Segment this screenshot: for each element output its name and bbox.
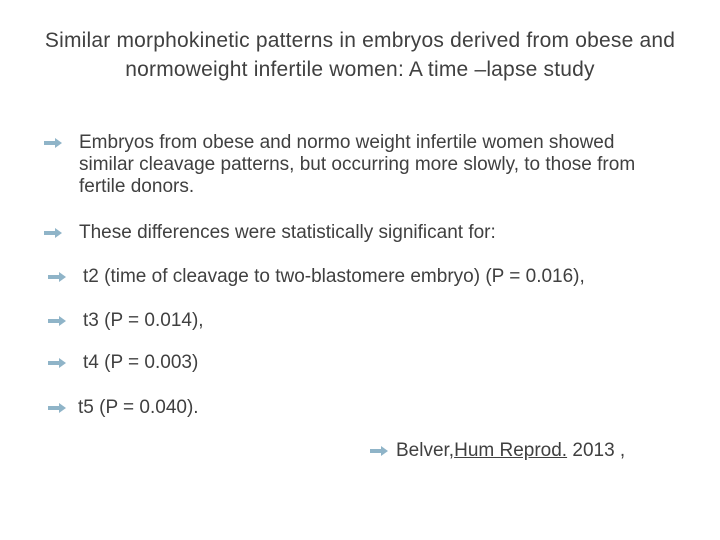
bullet-text: Embryos from obese and normo weight infertile women showed similar cleavage patterns, but occurring more slowly, to those from fertile donors. bbox=[79, 132, 636, 197]
citation-year: 2013 , bbox=[567, 440, 626, 461]
citation bbox=[370, 440, 625, 462]
citation-author: Belver, bbox=[396, 440, 455, 461]
bullet-item bbox=[48, 352, 198, 374]
bullet-text: t2 (time of cleavage to two-blastomere embryo) (P = 0.016), bbox=[83, 266, 585, 287]
slide-title: Similar morphokinetic patterns in embryos derived from obese and normoweight infertile women: A time –lapse study bbox=[44, 29, 676, 81]
arrow-bullet-icon bbox=[48, 316, 66, 326]
arrow-bullet-icon bbox=[44, 228, 62, 238]
citation-text bbox=[370, 440, 625, 462]
arrow-bullet-icon bbox=[48, 358, 66, 368]
bullet-text: t4 (P = 0.003) bbox=[83, 352, 199, 373]
arrow-bullet-icon bbox=[48, 403, 66, 413]
bullet-text: t5 (P = 0.040). bbox=[78, 397, 199, 418]
bullet-item bbox=[48, 310, 204, 332]
citation-journal: Hum Reprod. bbox=[454, 440, 568, 461]
bullet-item bbox=[48, 266, 585, 288]
bullet-item bbox=[44, 222, 496, 244]
bullet-item bbox=[44, 132, 639, 198]
arrow-bullet-icon bbox=[44, 138, 62, 148]
bullet-item bbox=[48, 397, 199, 419]
bullet-text: These differences were statistically significant for: bbox=[79, 222, 496, 243]
arrow-bullet-icon bbox=[370, 446, 388, 456]
bullet-text: t3 (P = 0.014), bbox=[83, 310, 204, 331]
arrow-bullet-icon bbox=[48, 272, 66, 282]
